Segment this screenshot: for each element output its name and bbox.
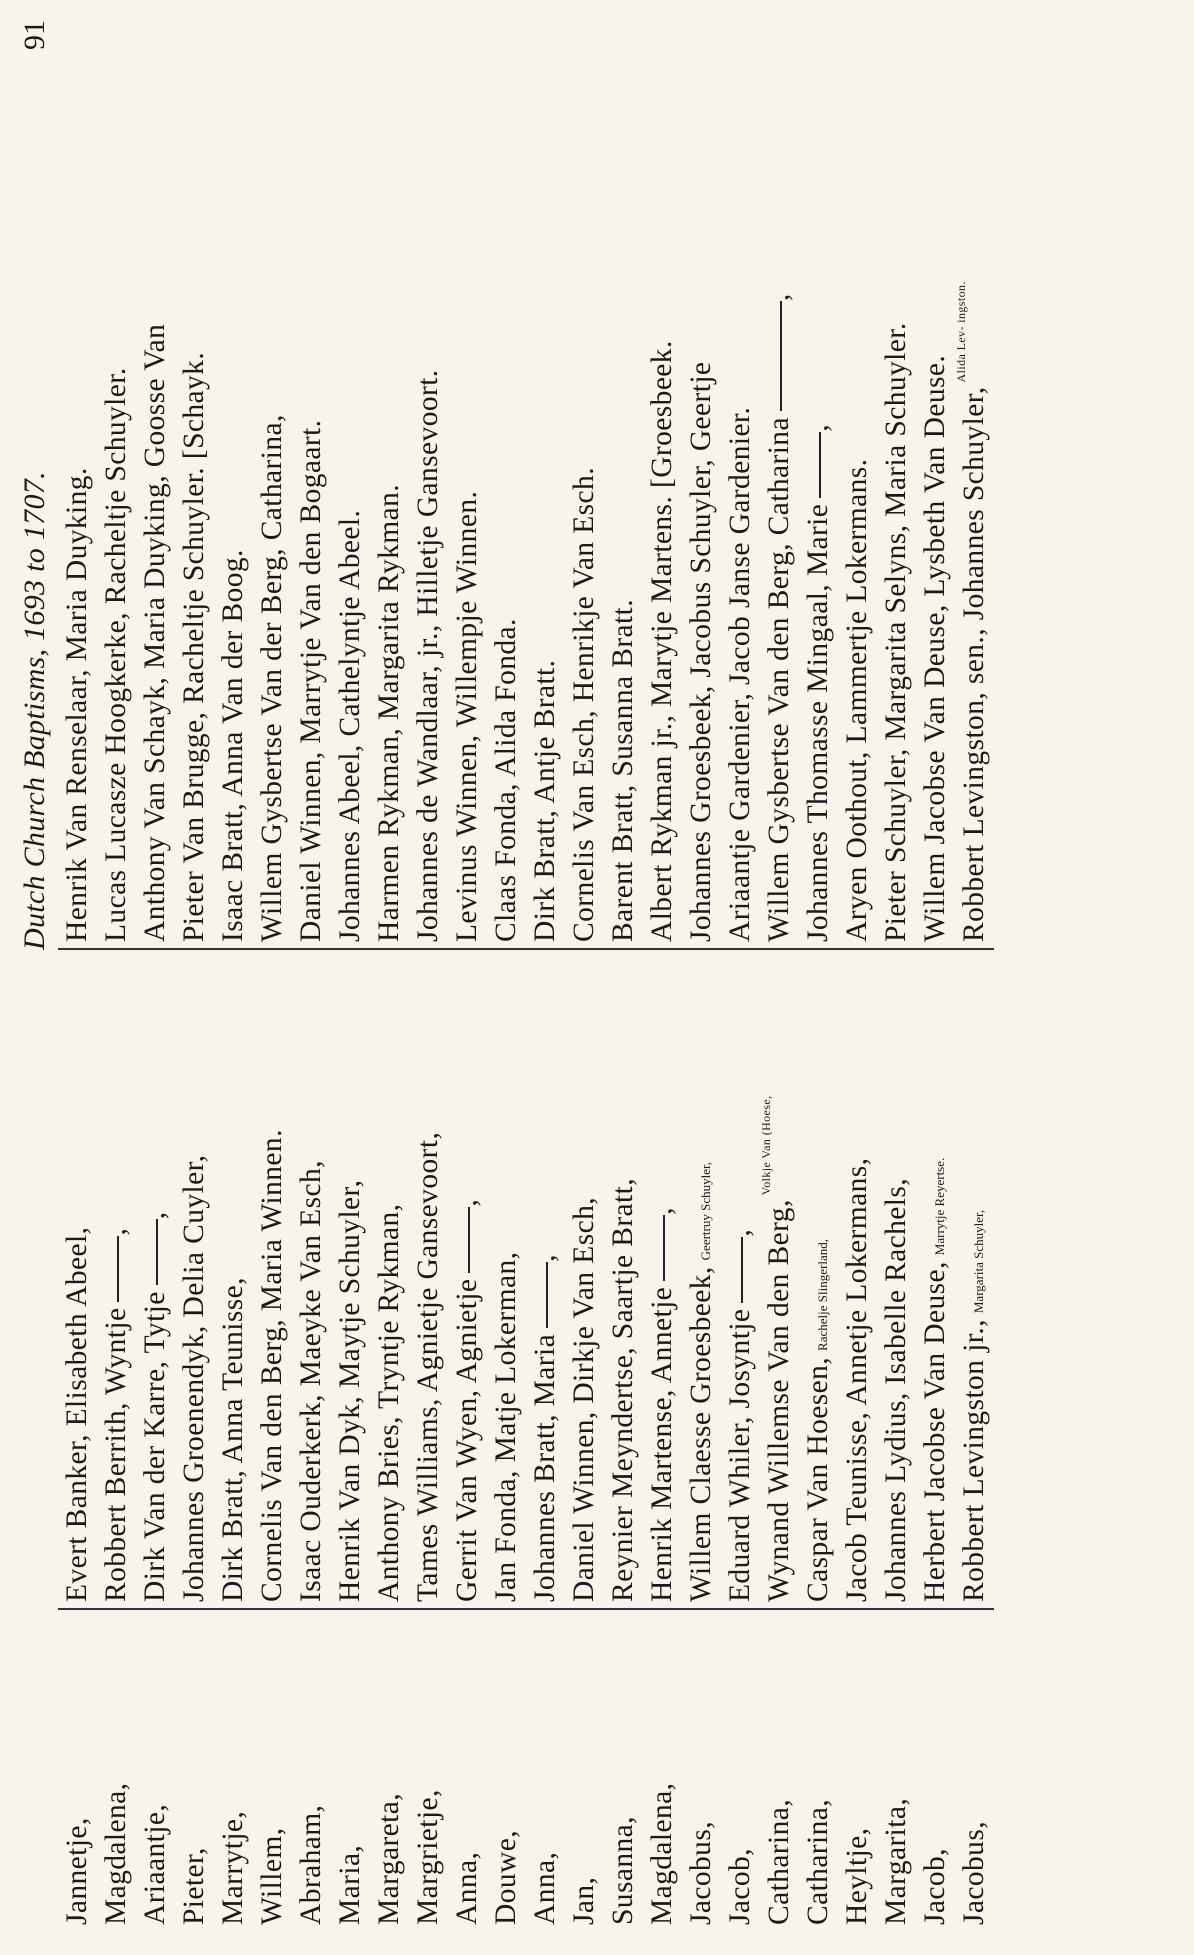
child-name: Abraham, (295, 1804, 327, 1925)
sponsors-line (448, 32, 487, 942)
parents-line (838, 952, 877, 1602)
child-name: Willem, (256, 1827, 288, 1925)
entry-text: Johannes Lydius, Isabelle Rachels, (880, 1177, 912, 1602)
entry-text: Barent Bratt, Susanna Bratt. (607, 598, 639, 942)
parents-line (721, 952, 760, 1602)
child-name: Margarita, (880, 1797, 912, 1925)
parents-line (916, 952, 955, 1602)
sponsors-line (175, 32, 214, 942)
parents-line (136, 952, 175, 1602)
entry-text: Johannes Groesbeek, Jacobus Schuyler, Geertje (685, 361, 717, 942)
margin-note: Volkje Van (Hoese, (759, 1095, 773, 1196)
entry-text: Claas Fonda, Alida Fonda. (490, 618, 522, 942)
trailing-punct: , (139, 1211, 171, 1220)
entry-text: Anthony Bries, Tryntje Rykman, (373, 1203, 405, 1602)
entry-text: Johannes Thomasse Mingaal, Marie (802, 503, 834, 942)
parents-line (292, 952, 331, 1602)
trailing-punct: , (451, 1198, 483, 1207)
entry-text: Evert Banker, Elisabeth Abeel, (61, 1226, 93, 1602)
sponsors-line (838, 32, 877, 942)
parents-line (682, 952, 721, 1602)
child-name: Jannetje, (61, 1817, 93, 1925)
entry-text: Herbert Jacobse Van Deuse, (919, 1261, 951, 1602)
parents-line (175, 952, 214, 1602)
blank-dash (741, 1237, 743, 1303)
trailing-punct: , (529, 1254, 561, 1262)
entry-text: Dirk Bratt, Antje Bratt. (529, 659, 561, 942)
blank-dash (156, 1219, 158, 1285)
child-name: Douwe, (490, 1830, 522, 1925)
sponsors-line (58, 32, 97, 942)
parents-line (565, 952, 604, 1602)
entry-text: Ariaantje Gardenier, Jacob Janse Gardenier. (724, 406, 756, 942)
sponsors-line (526, 32, 565, 942)
page-header (18, 20, 62, 950)
entry-text: Robbert Berrith, Wyntje (100, 1307, 132, 1602)
parents-line (955, 952, 994, 1602)
entry-text: Isaac Bratt, Anna Van der Boog. (217, 549, 249, 942)
entry-text: Lucas Lucasze Hoogkerke, Racheltje Schuyler. (100, 367, 132, 942)
entry-text: Aryen Oothout, Lammertje Lokermans. (841, 458, 873, 942)
entry-text: Dirk Bratt, Anna Teunisse, (217, 1277, 249, 1602)
parents-line (487, 952, 526, 1602)
child-name: Jacobus, (685, 1821, 717, 1925)
entry-text: Pieter Schuyler, Margarita Selyns, Maria Schuyler. (880, 322, 912, 942)
trailing-punct: , (802, 423, 834, 432)
sponsors-line (136, 32, 175, 942)
sponsors-line (721, 32, 760, 942)
entry-text: Anthony Van Schayk, Maria Duyking, Goosse Van (139, 323, 171, 942)
entry-text: Dirk Van der Karre, Tytje (139, 1291, 171, 1602)
entry-text: Willem Jacobse Van Deuse, Lysbeth Van Deuse. (919, 354, 951, 942)
sponsors-line (292, 32, 331, 942)
sponsors-line (643, 32, 682, 942)
child-name: Margrietje, (412, 1789, 444, 1925)
parents-line (409, 952, 448, 1602)
blank-dash (546, 1262, 548, 1328)
entry-text: Henrik Van Dyk, Maytje Schuyler, (334, 1179, 366, 1602)
blank-dash (780, 301, 782, 411)
child-name: Susanna, (607, 1816, 639, 1925)
parents-line (643, 952, 682, 1602)
sponsors-line (916, 32, 955, 942)
parents-column (58, 952, 994, 1610)
entry-text: Daniel Winnen, Dirkje Van Esch, (568, 1196, 600, 1602)
entry-text: Gerrit Van Wyen, Agnietje (451, 1278, 483, 1602)
small-name: Margarita Schuyler, (971, 1209, 986, 1314)
small-name: Marrytje Reyertse. (932, 1157, 947, 1256)
sponsors-line (682, 32, 721, 942)
parents-line (253, 952, 292, 1602)
trailing-punct: , (646, 1207, 678, 1215)
parents-line (526, 952, 565, 1602)
entry-text: Pieter Van Brugge, Racheltje Schuyler. [Schayk. (178, 351, 210, 942)
entry-text: Willem Gysbertse Van der Berg, Catharina, (256, 414, 288, 942)
child-name: Marrytje, (217, 1810, 249, 1925)
parents-line (58, 952, 97, 1602)
trailing-punct: , (724, 1228, 756, 1237)
entry-text: Cornelis Van den Berg, Maria Winnen. (256, 1129, 288, 1602)
sponsors-line (760, 32, 799, 942)
page-number: 91 (18, 20, 51, 50)
blank-dash (663, 1215, 665, 1281)
blank-dash (819, 432, 821, 498)
sponsors-line (331, 32, 370, 942)
entry-text: Johannes Abeel, Cathelyntje Abeel. (334, 509, 366, 942)
entry-text: Albert Rykman jr., Marytje Martens. [Groesbeek. (646, 340, 678, 942)
entry-text: Reynier Meyndertse, Saartje Bratt, (607, 1177, 639, 1602)
entry-text: Tames Williams, Agnietje Gansevoort, (412, 1131, 444, 1602)
entry-text: Robbert Levingston, sen., Johannes Schuyler, (958, 386, 990, 942)
sponsors-line (604, 32, 643, 942)
blank-dash (468, 1207, 470, 1273)
entry-text: Cornelis Van Esch, Henrikje Van Esch. (568, 467, 600, 942)
trailing-punct: , (763, 293, 795, 302)
entry-text: Jan Fonda, Matje Lokerman, (490, 1251, 522, 1602)
child-name: Catharina, (763, 1798, 795, 1925)
child-name: Pieter, (178, 1847, 210, 1925)
child-name: Maria, (334, 1844, 366, 1925)
entry-text: Johannes de Wandlaar, jr., Hilletje Gansevoort. (412, 369, 444, 942)
child-name: Jacob, (724, 1848, 756, 1925)
entry-text: Levinus Winnen, Willempje Winnen. (451, 490, 483, 942)
sponsors-line (214, 32, 253, 942)
child-name: Catharina, (802, 1798, 834, 1925)
entry-text: Caspar Van Hoesen, (802, 1356, 834, 1602)
entry-text: Jacob Teunisse, Annetje Lokermans, (841, 1157, 873, 1602)
sponsors-line (97, 32, 136, 942)
entry-text: Daniel Winnen, Marrytje Van den Bogaart. (295, 419, 327, 942)
parents-line (799, 952, 838, 1602)
child-name: Jacob, (919, 1848, 951, 1925)
entry-text: Eduard Whiler, Josyntje (724, 1308, 756, 1602)
margin-note: Alida Lev- ingston. (954, 281, 968, 383)
entry-text: Wynand Willemse Van den Berg, (763, 1199, 795, 1602)
entry-text: Henrik Martense, Annetje (646, 1286, 678, 1602)
small-name: Geertruy Schuyler, (698, 1161, 713, 1261)
parents-line (370, 952, 409, 1602)
parents-line (604, 952, 643, 1602)
parents-line (760, 952, 799, 1602)
small-name: Rachelje Slingerland, (815, 1239, 830, 1351)
entry-text: Johannes Groenendyk, Delia Cuyler, (178, 1154, 210, 1602)
entry-text: Willem Claesse Groesbeek, (685, 1266, 717, 1602)
parents-line (877, 952, 916, 1602)
sponsors-line (955, 32, 994, 942)
sponsors-line (370, 32, 409, 942)
sponsors-line (877, 32, 916, 942)
entry-text: Henrik Van Renselaar, Maria Duyking. (61, 467, 93, 942)
child-name: Jan, (568, 1876, 600, 1925)
trailing-punct: , (100, 1227, 132, 1236)
child-name: Magdalena, (646, 1782, 678, 1925)
entry-text: Isaac Ouderkerk, Maeyke Van Esch, (295, 1160, 327, 1602)
parents-line (97, 952, 136, 1602)
child-name: Anna, (451, 1851, 483, 1925)
child-names-column (58, 1635, 994, 1925)
child-name: Magdalena, (100, 1782, 132, 1925)
parents-line (214, 952, 253, 1602)
entry-text: Willem Gysbertse Van den Berg, Catharina (763, 417, 795, 942)
sponsors-line (487, 32, 526, 942)
entry-text: Johannes Bratt, Maria (529, 1333, 561, 1602)
page-title: Dutch Church Baptisms, 1693 to 1707. (18, 471, 51, 950)
child-name: Jacobus, (958, 1821, 990, 1925)
child-name: Heyltje, (841, 1827, 873, 1925)
child-name: Anna, (529, 1851, 561, 1925)
sponsors-column (58, 32, 994, 950)
sponsors-line (253, 32, 292, 942)
sponsors-line (409, 32, 448, 942)
blank-dash (117, 1236, 119, 1302)
entry-text: Robbert Levingston jr., (958, 1319, 990, 1602)
parents-line (331, 952, 370, 1602)
parents-line (448, 952, 487, 1602)
child-name: Ariaantje, (139, 1803, 171, 1925)
child-name: Margareta, (373, 1792, 405, 1925)
sponsors-line (565, 32, 604, 942)
entry-text: Harmen Rykman, Margarita Rykman. (373, 483, 405, 942)
sponsors-line (799, 32, 838, 942)
